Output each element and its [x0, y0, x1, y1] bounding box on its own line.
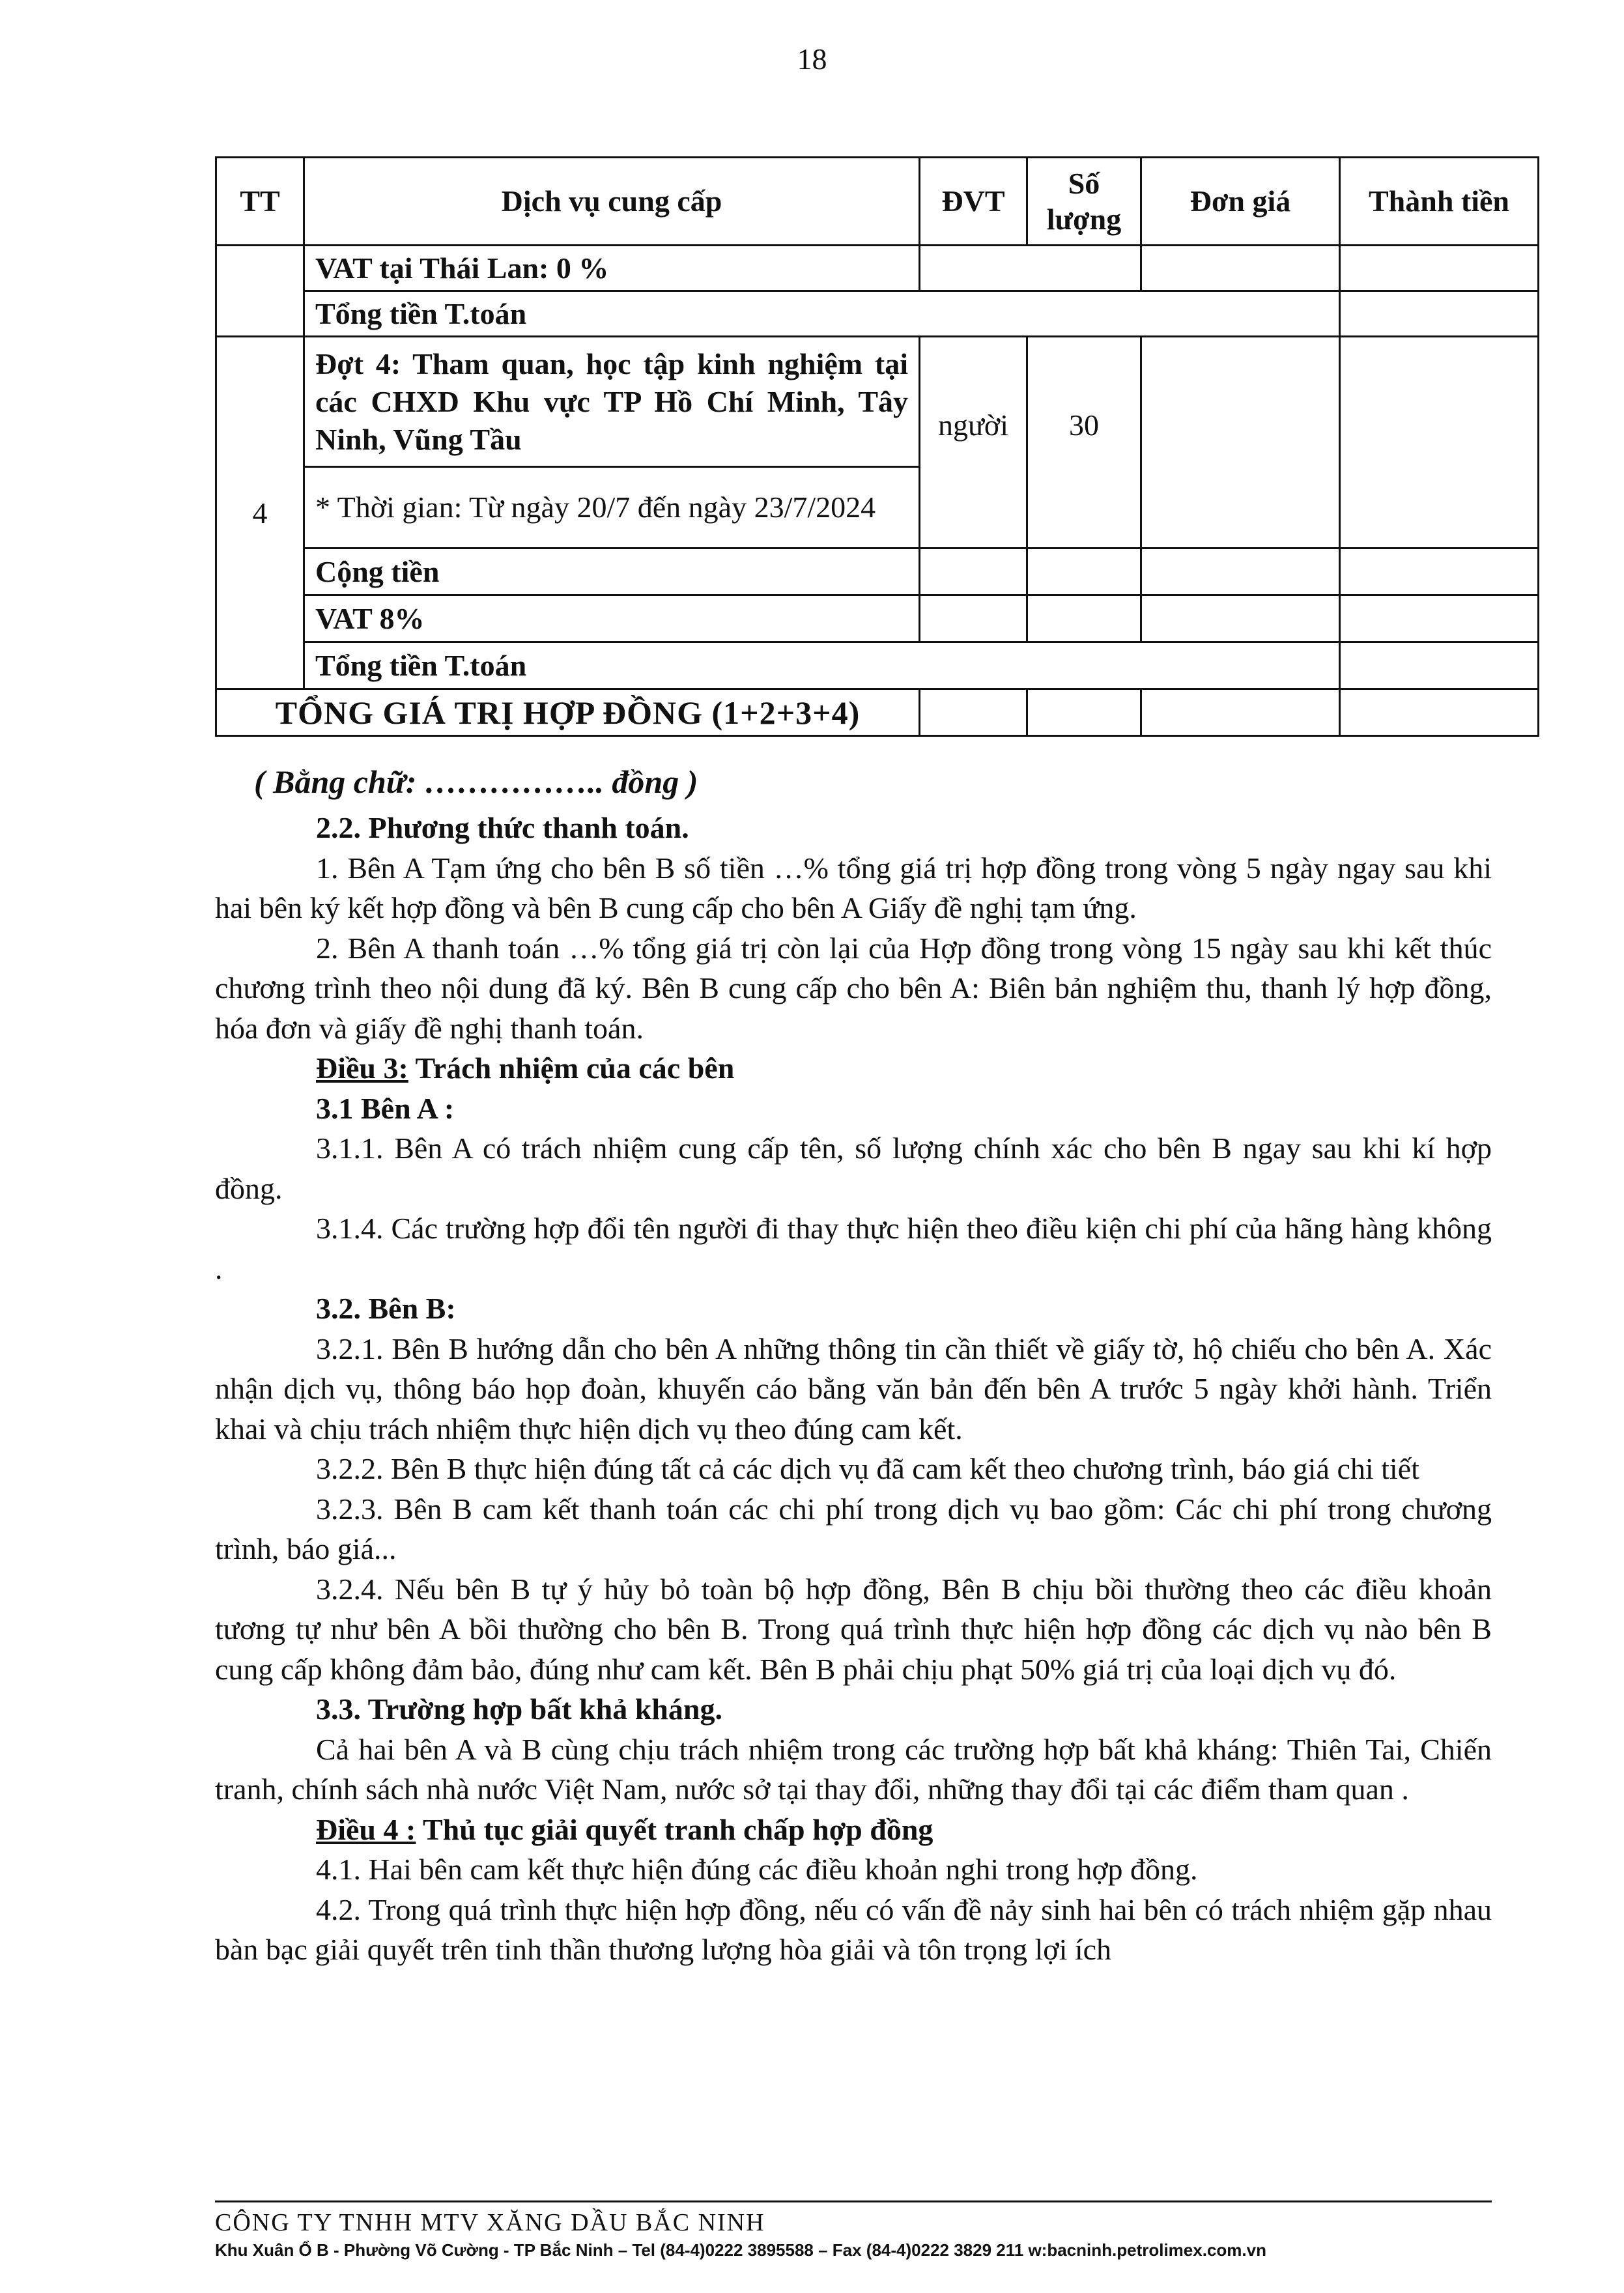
table-row: [216, 595, 1539, 642]
section-2-2-item-1: 1. Bên A Tạm ứng cho bên B số tiền …% tổng giá trị hợp đồng trong vòng 5 ngày ngay sau khi hai bên ký kết hợp đồng và bên B cung cấp cho bên A Giấy đề nghị tạm ứng.: [215, 851, 1492, 924]
page-number: 18: [797, 42, 827, 76]
header-qty: Số lượng: [1027, 158, 1141, 246]
article-3-heading: [215, 1048, 1492, 1089]
section-3-3-text: Cả hai bên A và B cùng chịu trách nhiệm trong các trường hợp bất khả kháng: Thiên Tai, Chiến tranh, chính sách nhà nước Việt Nam, nước sở tại thay đổi, những thay đổi tại các điểm tham quan .: [215, 1732, 1492, 1806]
amount-cell: [1340, 642, 1539, 689]
article-4-label: Điều 4 :: [316, 1812, 416, 1846]
amount-cell: [1340, 548, 1539, 595]
group4-service-cell: Đợt 4: Tham quan, học tập kinh nghiệm tại các CHXD Khu vực TP Hồ Chí Minh, Tây Ninh, Vũng Tầu: [304, 337, 920, 467]
price-cell: [1141, 337, 1340, 548]
amount-cell: [1340, 291, 1539, 337]
services-table: [215, 156, 1539, 737]
table-header-row: [216, 158, 1539, 246]
table-row: [216, 548, 1539, 595]
article-3-label: Điều 3:: [316, 1051, 408, 1085]
qty-cell: [1027, 689, 1141, 736]
footer-divider: [215, 2200, 1492, 2202]
article-4-heading: [215, 1810, 1492, 1850]
contract-body: [215, 756, 1492, 1970]
clause-3-1-1: 3.1.1. Bên A có trách nhiệm cung cấp tên, số lượng chính xác cho bên B ngay sau khi kí hợp đồng.: [215, 1132, 1492, 1205]
footer-company-name: CÔNG TY TNHH MTV XĂNG DẦU BẮC NINH: [215, 2209, 765, 2236]
table-row: [216, 291, 1539, 337]
price-cell: [1141, 548, 1340, 595]
header-price: Đơn giá: [1141, 158, 1340, 246]
header-tt: TT: [216, 158, 304, 246]
clause-4-1: 4.1. Hai bên cam kết thực hiện đúng các điều khoản nghi trong hợp đồng.: [316, 1853, 1198, 1886]
group4-qty-cell: 30: [1027, 337, 1141, 548]
amount-cell: [1340, 595, 1539, 642]
amount-cell: [1340, 689, 1539, 736]
clause-3-2-1: 3.2.1. Bên B hướng dẫn cho bên A những thông tin cần thiết về giấy tờ, hộ chiếu cho bên A. Xác nhận dịch vụ, thông báo họp đoàn, khuyến cáo bằng văn bản đến bên A trước 5 ngày khởi hành. Triển khai và chịu trách nhiệm thực hiện dịch vụ theo đúng cam kết.: [215, 1332, 1492, 1446]
grand-total-label: TỔNG GIÁ TRỊ HỢP ĐỒNG (1+2+3+4): [216, 689, 920, 736]
unit-cell: [920, 689, 1027, 736]
header-amount: Thành tiền: [1340, 158, 1539, 246]
qty-cell: [1027, 548, 1141, 595]
table-row: [216, 246, 1539, 291]
group4-time-cell: * Thời gian: Từ ngày 20/7 đến ngày 23/7/2024: [304, 467, 920, 548]
group4-tt-cell: 4: [216, 337, 304, 689]
group4-unit-cell: người: [920, 337, 1027, 548]
tt-cell-empty: [216, 246, 304, 337]
unit-cell: [920, 548, 1027, 595]
section-2-2-item-2: 2. Bên A thanh toán …% tổng giá trị còn lại của Hợp đồng trong vòng 15 ngày sau khi kết thúc chương trình theo nội dung đã ký. Bên B cung cấp cho bên A: Biên bản nghiệm thu, thanh lý hợp đồng, hóa đơn và giấy đề nghị thanh toán.: [215, 931, 1492, 1045]
section-3-1-title: 3.1 Bên A :: [316, 1091, 455, 1125]
page-footer: [215, 2200, 1492, 2262]
article-4-title: Thủ tục giải quyết tranh chấp hợp đồng: [416, 1812, 933, 1846]
vat8-cell: VAT 8%: [304, 595, 920, 642]
amount-cell: [1340, 337, 1539, 548]
clause-3-1-4: 3.1.4. Các trường hợp đổi tên người đi thay thực hiện theo điều kiện chi phí của hãng hàng không .: [215, 1212, 1492, 1285]
amount-in-words: ( Bằng chữ: …………….. đồng ): [254, 763, 698, 800]
section-3-3-title: 3.3. Trường hợp bất khả kháng.: [316, 1692, 722, 1726]
clause-4-2: 4.2. Trong quá trình thực hiện hợp đồng, nếu có vấn đề nảy sinh hai bên có trách nhiệm gặp nhau bàn bạc giải quyết trên tinh thần thương lượng hòa giải và tôn trọng lợi ích: [215, 1892, 1492, 1966]
total-pay-cell: Tổng tiền T.toán: [304, 291, 1340, 337]
table-row: [216, 337, 1539, 467]
unit-cell: [920, 595, 1027, 642]
header-unit: ĐVT: [920, 158, 1027, 246]
table-row: [216, 642, 1539, 689]
unit-qty-cell: [920, 246, 1141, 291]
total-pay-cell: Tổng tiền T.toán: [304, 642, 1340, 689]
clause-3-2-3: 3.2.3. Bên B cam kết thanh toán các chi phí trong dịch vụ bao gồm: Các chi phí trong chương trình, báo giá...: [215, 1492, 1492, 1565]
amount-cell: [1340, 246, 1539, 291]
clause-3-2-2: 3.2.2. Bên B thực hiện đúng tất cả các dịch vụ đã cam kết theo chương trình, báo giá chi tiết: [316, 1452, 1419, 1485]
price-cell: [1141, 595, 1340, 642]
vat-thailand-cell: VAT tại Thái Lan: 0 %: [304, 246, 920, 291]
clause-3-2-4: 3.2.4. Nếu bên B tự ý hủy bỏ toàn bộ hợp đồng, Bên B chịu bồi thường theo các điều khoản tương tự như bên A bồi thường cho bên B. Trong quá trình thực hiện hợp đồng các dịch vụ nào bên B cung cấp không đảm bảo, đúng như cam kết. Bên B phải chịu phạt 50% giá trị của loại dịch vụ đó.: [215, 1572, 1492, 1686]
section-2-2-title: 2.2. Phương thức thanh toán.: [316, 811, 689, 844]
qty-cell: [1027, 595, 1141, 642]
section-3-2-title: 3.2. Bên B:: [316, 1292, 456, 1325]
subtotal-cell: Cộng tiền: [304, 548, 920, 595]
article-3-title: Trách nhiệm của các bên: [408, 1051, 735, 1085]
header-service: Dịch vụ cung cấp: [304, 158, 920, 246]
grand-total-row: [216, 689, 1539, 736]
price-cell: [1141, 246, 1340, 291]
footer-address: Khu Xuân Ổ B - Phường Võ Cường - TP Bắc Ninh – Tel (84-4)0222 3895588 – Fax (84-4)0222 3829 211 w:bacninh.petrolimex.com.vn: [215, 2240, 1266, 2260]
price-cell: [1141, 689, 1340, 736]
